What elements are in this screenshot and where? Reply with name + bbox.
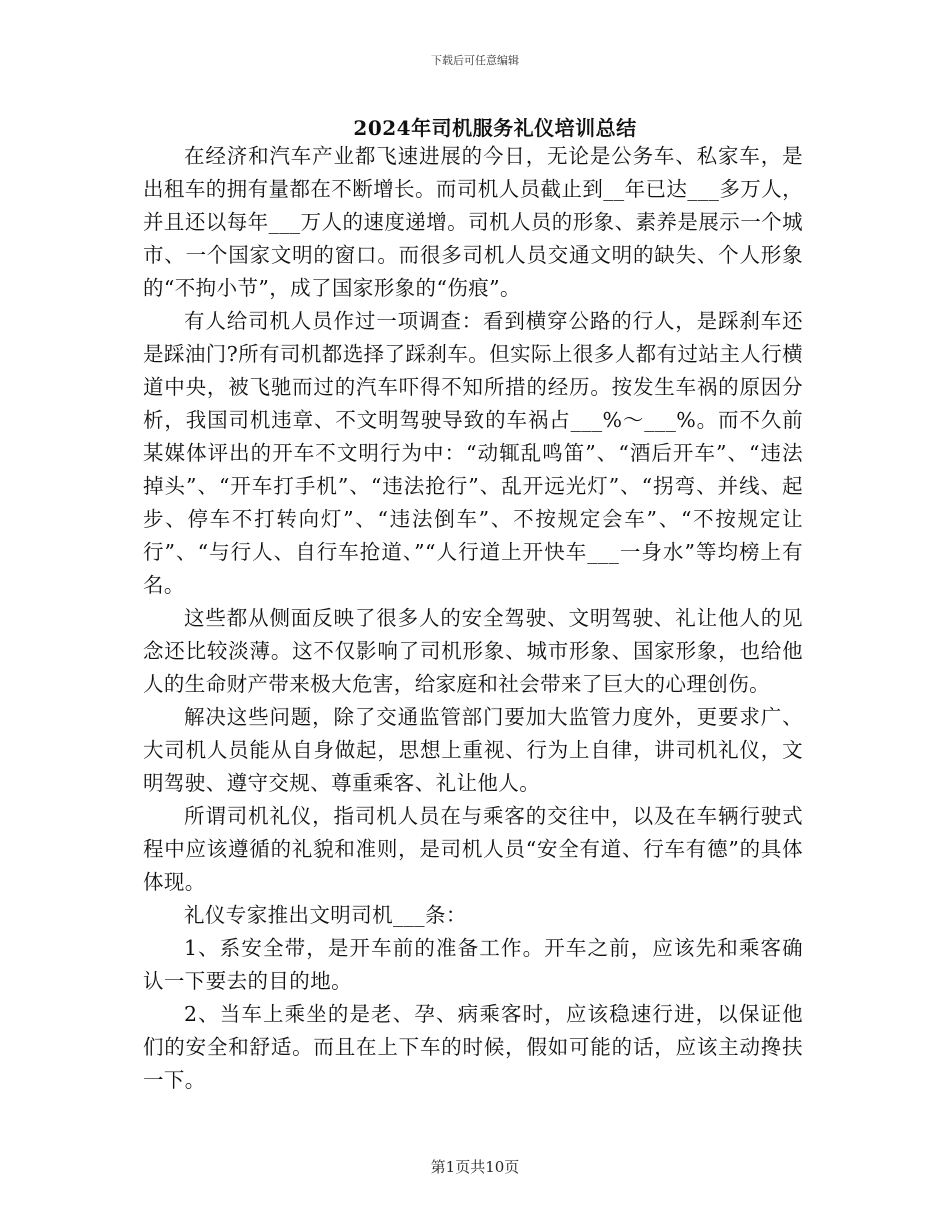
page-number: 第1页共10页 bbox=[430, 1158, 520, 1176]
paragraph: 解决这些问题，除了交通监管部门要加大监管力度外，更要求广、大司机人员能从自身做起，思想上重视、行为上自律，讲司机礼仪，文明驾驶、遵守交规、尊重乘客、礼让他人。 bbox=[143, 705, 803, 795]
list-item: 2、当车上乘坐的是老、孕、病乘客时，应该稳速行进，以保证他们的安全和舒适。而且在上下车的时候，假如可能的话，应该主动搀扶一下。 bbox=[143, 1002, 803, 1092]
paragraph: 礼仪专家推出文明司机___条： bbox=[184, 903, 467, 927]
list-item: 1、系安全带，是开车前的准备工作。开车之前，应该先和乘客确认一下要去的目的地。 bbox=[143, 936, 803, 993]
paragraph: 所谓司机礼仪，指司机人员在与乘客的交往中，以及在车辆行驶式程中应该遵循的礼貌和准则，是司机人员“安全有道、行车有德”的具体体现。 bbox=[143, 804, 803, 894]
document-title: 2024年司机服务礼仪培训总结 bbox=[353, 116, 637, 140]
paragraph: 有人给司机人员作过一项调查：看到横穿公路的行人，是踩刹车还是踩油门?所有司机都选择了踩刹车。但实际上很多人都有过站主人行横道中央，被飞驰而过的汽车吓得不知所措的经历。按发生车祸的原因分析，我国司机违章、不文明驾驶导致的车祸占___%～___%。而不久前某媒体评出的开车不文明行为中：“动辄乱鸣笛”、“酒后开车”、“违法掉头”、“开车打手机”、“违法抢行”、乱开远光灯”、“拐弯、并线、起步、停车不打转向灯”、“违法倒车”、不按规定会车”、“不按规定让行”、“与行人、自行车抢道、”“人行道上开快车___一身水”等均榜上有名。 bbox=[143, 309, 803, 597]
document-body bbox=[143, 140, 803, 1097]
page-header-note: 下载后可任意编辑 bbox=[431, 54, 519, 67]
paragraph: 在经济和汽车产业都飞速进展的今日，无论是公务车、私家车，是出租车的拥有量都在不断增长。而司机人员截止到__年已达___多万人，并且还以每年___万人的速度递增。司机人员的形象、素养是展示一个城市、一个国家文明的窗口。而很多司机人员交通文明的缺失、个人形象的“不拘小节”，成了国家形象的“伤痕”。 bbox=[143, 144, 803, 300]
paragraph: 这些都从侧面反映了很多人的安全驾驶、文明驾驶、礼让他人的见念还比较淡薄。这不仅影响了司机形象、城市形象、国家形象，也给他人的生命财产带来极大危害，给家庭和社会带来了巨大的心理创伤。 bbox=[143, 606, 803, 696]
